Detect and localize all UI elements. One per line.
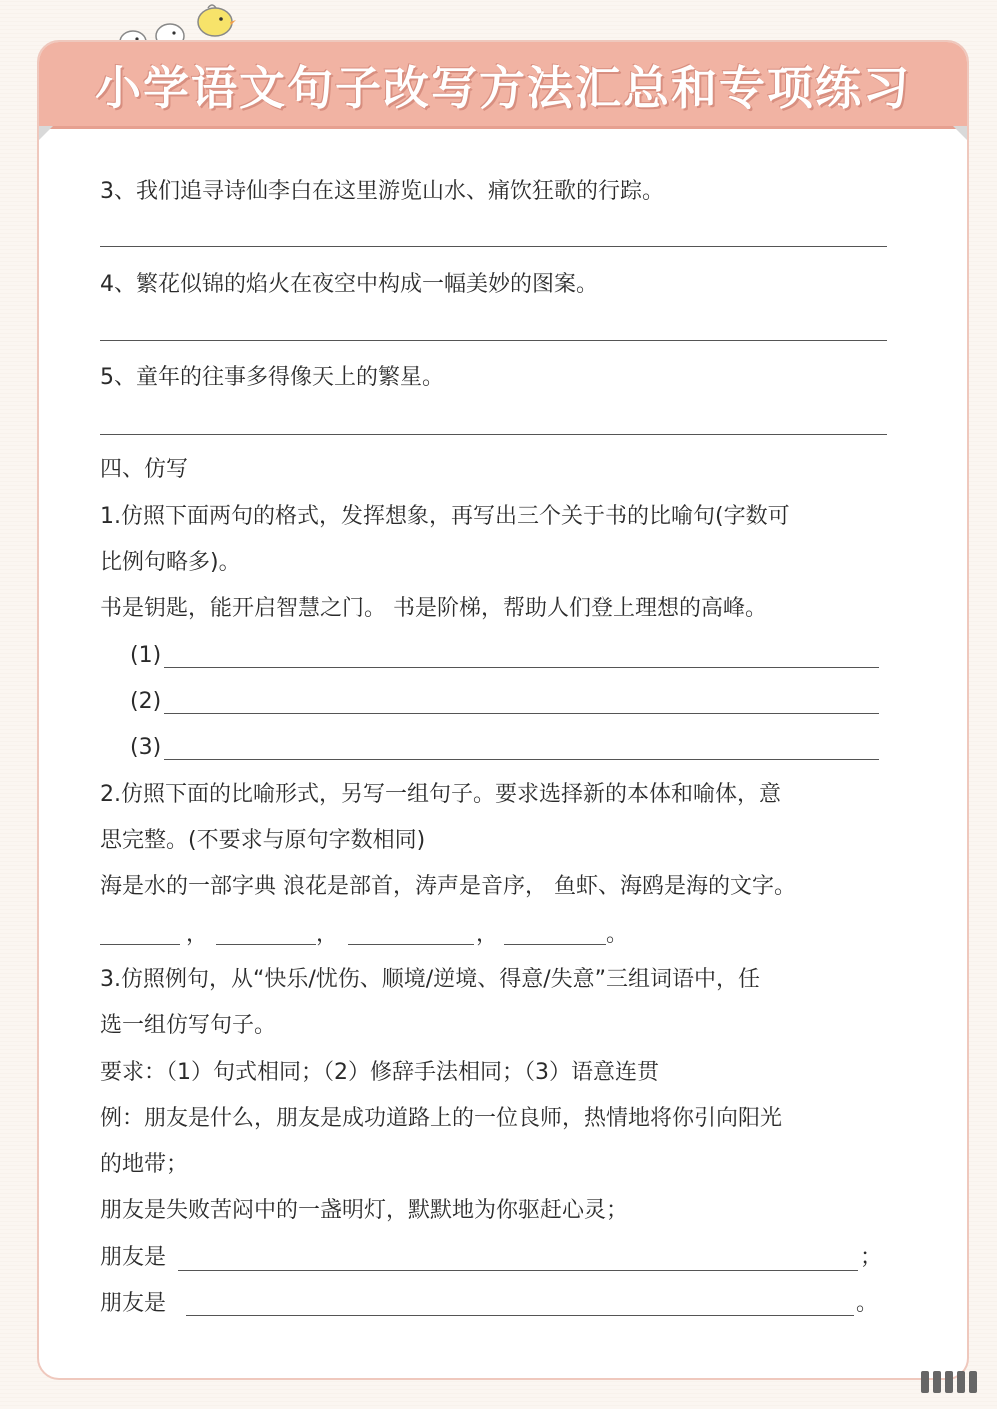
part3-example-line2: 的地带； [100, 1152, 189, 1177]
question-3: 3、我们追寻诗仙李白在这里游览山水、痛饮狂歌的行踪。 [100, 179, 664, 204]
watermark-bars-icon [921, 1371, 977, 1393]
blank-label-2: (2) [130, 689, 162, 714]
part2-sep-1: ， [186, 922, 209, 947]
banner-fold-right [953, 126, 967, 140]
part3-fill-label-1: 朋友是 [100, 1245, 167, 1270]
answer-line-4[interactable] [100, 340, 887, 341]
part2-example: 海是水的一部字典 浪花是部首，涛声是音序， 鱼虾、海鸥是海的文字。 [100, 874, 796, 899]
part3-fill-label-2: 朋友是 [100, 1291, 167, 1316]
part2-sep-2: ， [316, 922, 339, 947]
title-banner [39, 42, 967, 129]
section-heading: 四、仿写 [100, 457, 189, 482]
part2-sep-3: ， [476, 922, 499, 947]
answer-line-3[interactable] [100, 246, 887, 247]
page-title: 小学语文句子改写方法汇总和专项练习 [95, 61, 911, 115]
part3-instruction-line2: 选一组仿写句子。 [100, 1013, 277, 1038]
part2-slot-4[interactable] [504, 944, 606, 945]
part1-instruction-line1: 1.仿照下面两句的格式，发挥想象，再写出三个关于书的比喻句(字数可 [100, 504, 790, 529]
part3-instruction-line1: 3.仿照例句，从“快乐/忧伤、顺境/逆境、得意/失意”三组词语中，任 [100, 967, 761, 992]
part3-example-line3: 朋友是失败苦闷中的一盏明灯，默默地为你驱赶心灵； [100, 1198, 629, 1223]
part3-fill-line-1[interactable] [178, 1270, 858, 1271]
part2-end: 。 [606, 922, 629, 947]
question-4: 4、繁花似锦的焰火在夜空中构成一幅美妙的图案。 [100, 272, 598, 297]
fill-line-3[interactable] [164, 759, 879, 760]
part3-fill-line-2[interactable] [186, 1315, 854, 1316]
part3-fill-end-1: ； [860, 1245, 883, 1270]
part3-fill-end-2: 。 [856, 1291, 879, 1316]
part3-requirements: 要求：（1）句式相同；（2）修辞手法相同；（3）语意连贯 [100, 1060, 659, 1085]
fill-line-2[interactable] [164, 713, 879, 714]
part2-instruction-line2: 思完整。(不要求与原句字数相同) [100, 828, 426, 853]
question-5: 5、童年的往事多得像天上的繁星。 [100, 365, 444, 390]
part2-slot-2[interactable] [216, 944, 316, 945]
part3-example-line1: 例：朋友是什么，朋友是成功道路上的一位良师，热情地将你引向阳光 [100, 1106, 783, 1131]
blank-label-1: (1) [130, 643, 162, 668]
part1-example: 书是钥匙，能开启智慧之门。 书是阶梯，帮助人们登上理想的高峰。 [100, 596, 767, 621]
part2-instruction-line1: 2.仿照下面的比喻形式，另写一组句子。要求选择新的本体和喻体，意 [100, 782, 781, 807]
part2-slot-3[interactable] [348, 944, 474, 945]
fill-line-1[interactable] [164, 667, 879, 668]
part1-instruction-line2: 比例句略多)。 [100, 550, 241, 575]
part2-slot-1[interactable] [100, 944, 180, 945]
blank-label-3: (3) [130, 735, 162, 760]
answer-line-5[interactable] [100, 434, 887, 435]
banner-fold-left [39, 126, 53, 140]
